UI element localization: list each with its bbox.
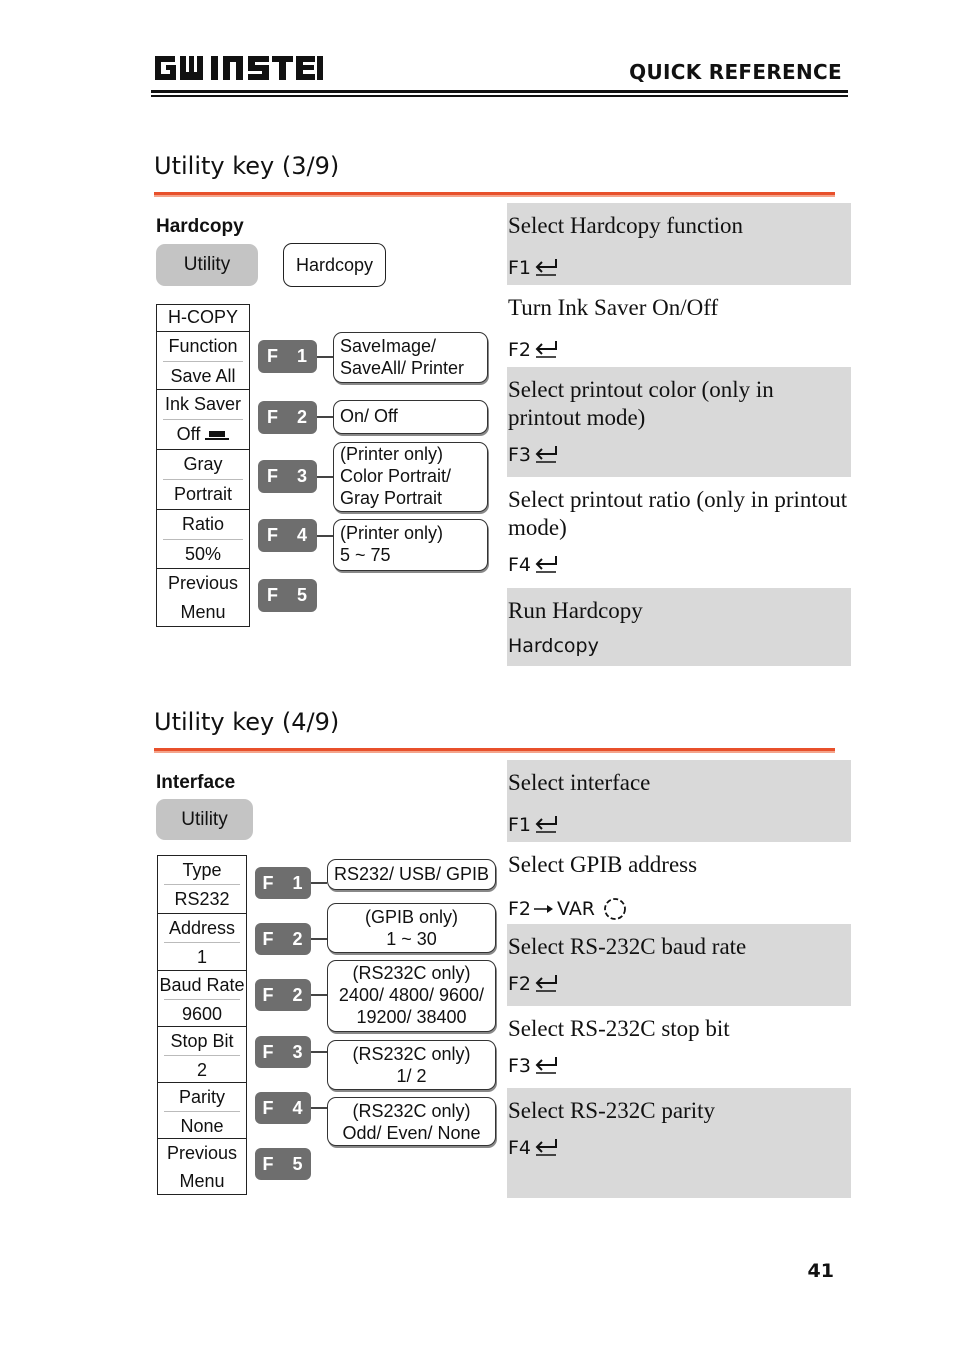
menu-item-stop-bit[interactable]: Stop Bit 2 — [158, 1026, 246, 1082]
f1-options: SaveImage/ SaveAll/ Printer — [333, 332, 488, 383]
menu-item-ink-saver[interactable]: Ink Saver Off — [157, 389, 249, 449]
section1-divider — [154, 192, 835, 197]
menu-item-type[interactable]: Type RS232 — [158, 856, 246, 913]
f2-connector-2 — [311, 938, 327, 940]
hardcopy-button[interactable]: Hardcopy — [283, 243, 386, 287]
enter-icon — [533, 973, 559, 995]
f1-connector-2 — [311, 882, 327, 884]
address-options: (GPIB only) 1 ~ 30 — [327, 903, 496, 953]
f4-connector-2 — [311, 1107, 327, 1109]
f2-connector — [317, 416, 333, 418]
section2-title: Utility key (4/9) — [154, 708, 340, 736]
desc-ink-saver: Turn Ink Saver On/Off F2 — [508, 295, 719, 361]
desc-baud-rate: Select RS-232C baud rate F2 — [507, 924, 851, 1006]
menu-item-gray[interactable]: Gray Portrait — [157, 449, 249, 509]
desc-run-hardcopy: Run Hardcopy Hardcopy — [507, 588, 851, 666]
enter-icon — [533, 1137, 559, 1159]
interface-menu — [157, 855, 247, 1195]
hardcopy-menu — [156, 304, 250, 627]
f5-key-2[interactable]: F 5 — [255, 1148, 311, 1180]
utility-button-2[interactable]: Utility — [156, 799, 253, 840]
enter-icon — [533, 257, 559, 279]
f1-key[interactable]: F 1 — [258, 340, 317, 373]
desc-select-interface: Select interface F1 — [507, 760, 851, 842]
section2-divider — [154, 748, 835, 753]
interface-label: Interface — [156, 772, 236, 793]
f2-key-2[interactable]: F 2 — [255, 923, 311, 955]
enter-icon — [533, 339, 559, 361]
desc-printout-color: Select printout color (only in printout mode) F3 — [507, 367, 851, 477]
f3-connector — [317, 476, 333, 478]
f1-connector — [317, 356, 333, 358]
gw-instek-logo — [153, 52, 325, 84]
f4-options: (Printer only) 5 ~ 75 — [333, 519, 488, 571]
f4-key-2[interactable]: F 4 — [255, 1092, 311, 1124]
f2-key-3[interactable]: F 2 — [255, 979, 311, 1011]
f4-key[interactable]: F 4 — [258, 519, 317, 552]
f3-key[interactable]: F 3 — [258, 460, 317, 493]
hardcopy-label: Hardcopy — [156, 216, 244, 237]
section1-title: Utility key (3/9) — [154, 152, 340, 180]
desc-parity: Select RS-232C parity F4 — [507, 1088, 851, 1198]
parity-options: (RS232C only) Odd/ Even/ None — [327, 1097, 496, 1146]
header-rule — [151, 90, 848, 93]
f2-connector-3 — [311, 994, 327, 996]
type-options: RS232/ USB/ GPIB — [327, 859, 496, 890]
arrow-right-icon — [533, 903, 555, 915]
desc-gpib-address: Select GPIB address F2 VAR — [508, 852, 698, 920]
utility-button[interactable]: Utility — [156, 244, 258, 286]
f5-key[interactable]: F 5 — [258, 579, 317, 612]
menu-item-parity[interactable]: Parity None — [158, 1082, 246, 1138]
menu-item-previous-2[interactable]: Previous Menu — [158, 1138, 246, 1195]
f3-connector-2 — [311, 1051, 327, 1053]
menu-item-baud-rate[interactable]: Baud Rate 9600 — [158, 970, 246, 1026]
page-number: 41 — [807, 1260, 834, 1282]
section-name: QUICK REFERENCE — [629, 60, 842, 84]
f3-options: (Printer only) Color Portrait/ Gray Portrait — [333, 442, 488, 512]
menu-item-function[interactable]: Function Save All — [157, 331, 249, 389]
f2-key[interactable]: F 2 — [258, 401, 317, 434]
menu-item-previous[interactable]: Previous Menu — [157, 568, 249, 627]
stop-bit-options: (RS232C only) 1/ 2 — [327, 1040, 496, 1090]
enter-icon — [533, 554, 559, 576]
f4-connector — [317, 535, 333, 537]
menu-item-hcopy: H-COPY — [167, 307, 238, 327]
menu-item-ratio[interactable]: Ratio 50% — [157, 509, 249, 568]
f3-key-2[interactable]: F 3 — [255, 1036, 311, 1068]
header-rule-thin — [151, 95, 848, 97]
desc-stop-bit: Select RS-232C stop bit F3 — [508, 1016, 730, 1077]
f1-key-2[interactable]: F 1 — [255, 867, 311, 899]
variable-knob-icon — [601, 896, 629, 922]
f2-options: On/ Off — [333, 400, 488, 434]
enter-icon — [533, 814, 559, 836]
desc-printout-ratio: Select printout ratio (only in printout mode) F4 — [508, 487, 848, 576]
enter-icon — [533, 1055, 559, 1077]
menu-item-address[interactable]: Address 1 — [158, 913, 246, 970]
enter-icon — [533, 444, 559, 466]
desc-select-hardcopy: Select Hardcopy function F1 — [507, 203, 851, 285]
toggle-off-icon — [205, 429, 229, 441]
baud-rate-options: (RS232C only) 2400/ 4800/ 9600/ 19200/ 38400 — [327, 960, 496, 1032]
